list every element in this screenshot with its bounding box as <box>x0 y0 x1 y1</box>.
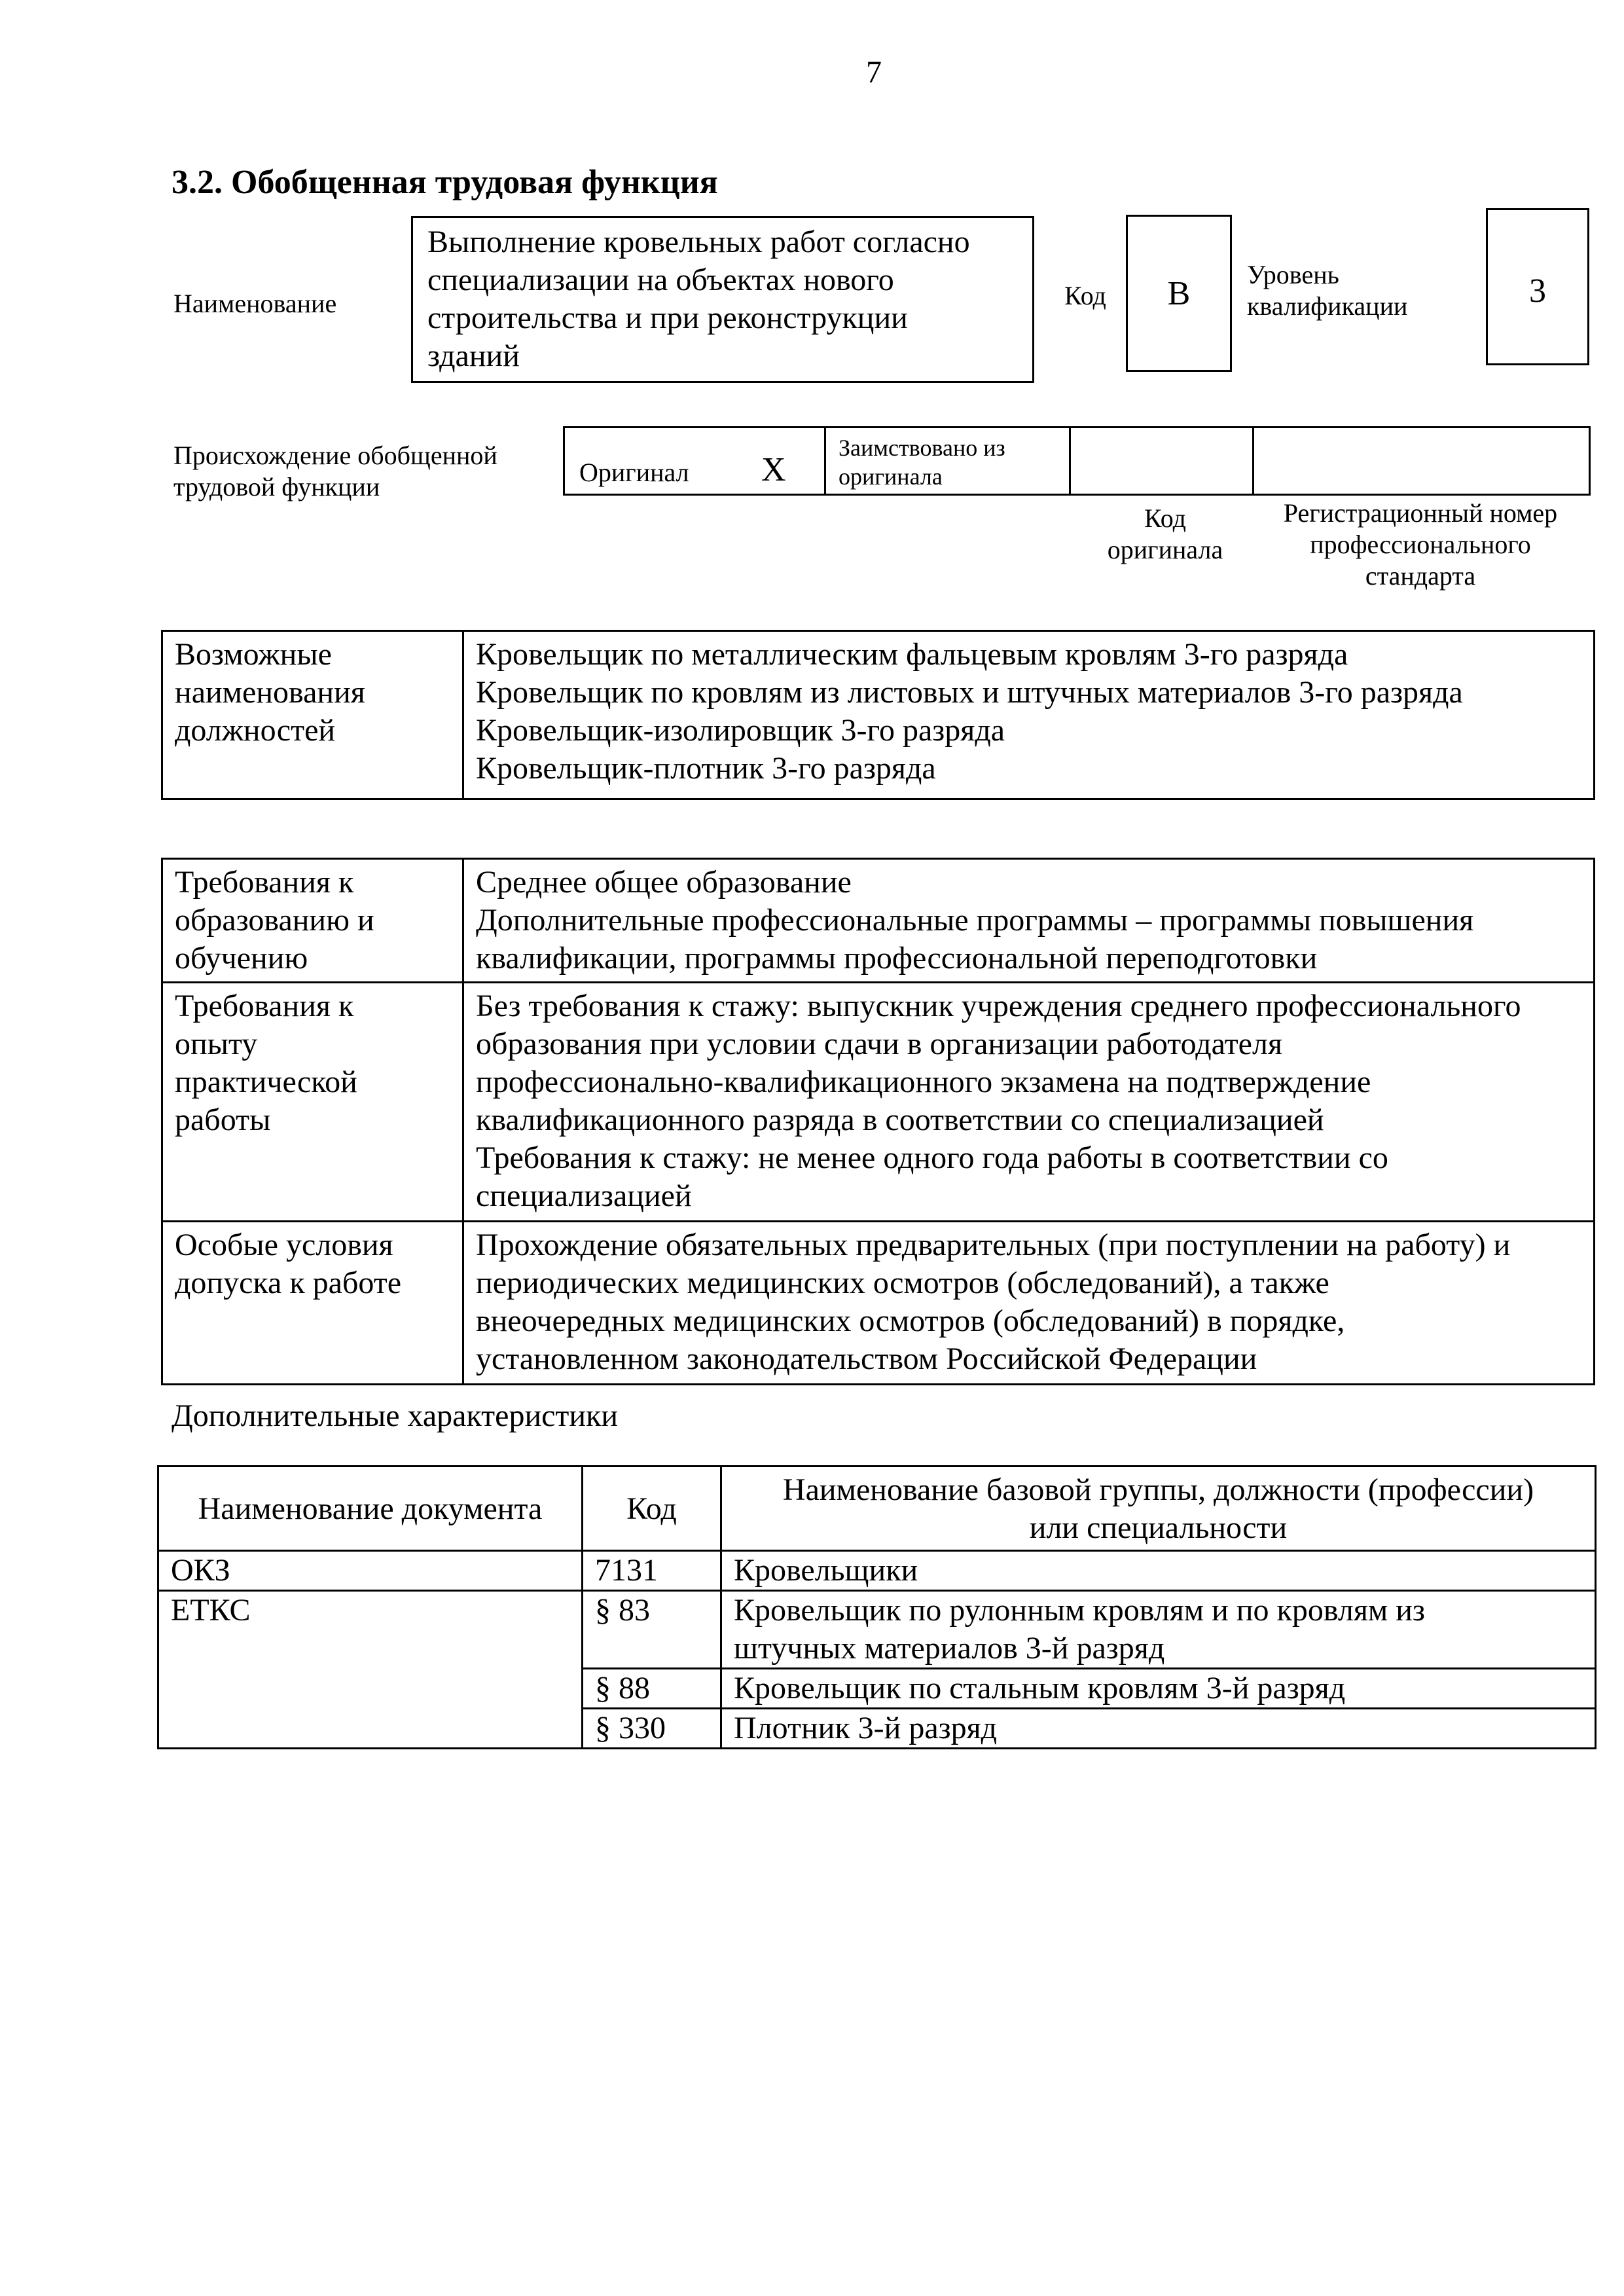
function-name-line: строительства и при реконструкции <box>427 301 908 335</box>
code-cell: § 88 <box>583 1669 721 1709</box>
qualification-label: Уровень квалификации <box>1247 260 1408 321</box>
origin-label: Происхождение обобщенной трудовой функции <box>173 441 497 501</box>
requirements-table <box>161 858 1595 1385</box>
positions-label: Возможные наименования должностей <box>162 631 463 799</box>
additional-table <box>157 1465 1597 1749</box>
education-label: Требования к образованию и обучению <box>162 859 463 983</box>
list-item: Кровельщик-плотник 3-го разряда <box>476 751 936 786</box>
qualification-level-value: 3 <box>1529 272 1546 310</box>
positions-list <box>463 631 1595 799</box>
name-cell: Кровельщик по стальным кровлям 3-й разряд <box>721 1669 1596 1709</box>
column-header-document: Наименование документа <box>158 1467 583 1551</box>
function-name-line: зданий <box>427 338 520 373</box>
original-mark: X <box>761 451 786 488</box>
table-row <box>162 631 1595 799</box>
name-cell: Кровельщики <box>721 1551 1596 1591</box>
name-cell: Плотник 3-й разряд <box>721 1709 1596 1749</box>
code-value: B <box>1167 275 1191 312</box>
table-row <box>162 983 1595 1222</box>
function-name-line: специализации на объектах нового <box>427 263 894 297</box>
code-original-caption: Код оригинала <box>1107 503 1223 564</box>
list-item: Кровельщик-изолировщик 3-го разряда <box>476 713 1005 748</box>
admission-label: Особые условия допуска к работе <box>162 1222 463 1385</box>
borrowed-label: Заимствовано из оригинала <box>839 435 1005 490</box>
function-name-line: Выполнение кровельных работ согласно <box>427 225 970 259</box>
qualification-level-box <box>1486 208 1589 365</box>
code-cell: § 83 <box>583 1591 721 1669</box>
reg-number-caption: Регистрационный номер профессионального стандарта <box>1283 498 1558 591</box>
name-cell: Кровельщик по рулонным кровлям и по кровлям из штучных материалов 3-й разряд <box>721 1591 1596 1669</box>
code-box <box>1126 215 1232 372</box>
table-row <box>162 859 1595 983</box>
list-item: Кровельщик по металлическим фальцевым кровлям 3-го разряда <box>476 637 1348 672</box>
doc-cell: ЕТКС <box>158 1591 583 1749</box>
education-value: Среднее общее образование Дополнительные профессиональные программы – программы повышения квалификации, программы профессиональной переподготовки <box>463 859 1595 983</box>
origin-table <box>563 426 1591 496</box>
admission-value: Прохождение обязательных предварительных (при поступлении на работу) и периодических медицинских осмотров (обследований), а также внеочередных медицинских осмотров (обследований) в порядке, установленном законодательством Российской Федерации <box>463 1222 1595 1385</box>
experience-value: Без требования к стажу: выпускник учреждения среднего профессионального образования при условии сдачи в организации работодателя профессионально-квалификационного экзамена на подтверждение квалификационного разряда в соответствии со специализацией Требования к стажу: не менее одного года работы в соответствии со специализацией <box>463 983 1595 1222</box>
additional-title: Дополнительные характеристики <box>171 1398 619 1433</box>
code-cell: 7131 <box>583 1551 721 1591</box>
doc-cell: ОКЗ <box>158 1551 583 1591</box>
positions-table <box>161 630 1595 800</box>
table-header-row <box>158 1467 1596 1551</box>
code-label: Код <box>1064 281 1106 310</box>
function-name-box <box>411 216 1034 383</box>
table-row <box>158 1551 1596 1591</box>
table-row <box>162 1222 1595 1385</box>
original-label: Оригинал <box>579 458 689 487</box>
list-item: Кровельщик по кровлям из листовых и штучных материалов 3-го разряда <box>476 675 1463 710</box>
code-cell: § 330 <box>583 1709 721 1749</box>
experience-label: Требования к опыту практической работы <box>162 983 463 1222</box>
section-title: 3.2. Обобщенная трудовая функция <box>171 164 718 201</box>
column-header-code: Код <box>583 1467 721 1551</box>
table-row <box>158 1591 1596 1669</box>
name-label: Наименование <box>173 289 337 318</box>
page-number: 7 <box>866 55 882 90</box>
column-header-name: Наименование базовой группы, должности (профессии) или специальности <box>721 1467 1596 1551</box>
